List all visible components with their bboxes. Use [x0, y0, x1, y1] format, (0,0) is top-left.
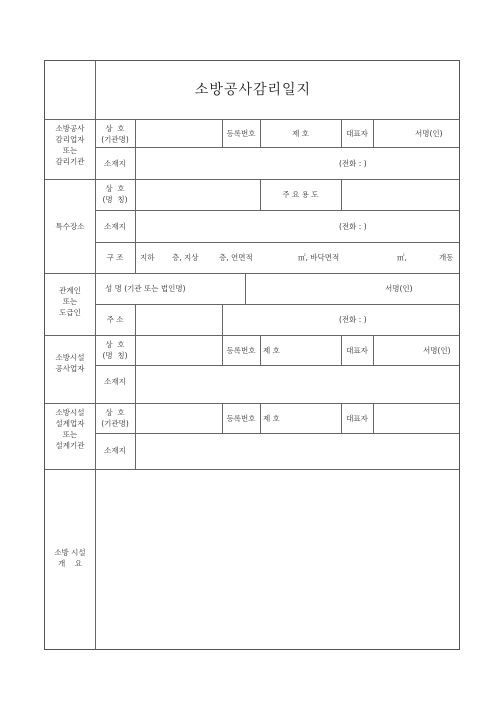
company-name-label: 상 호 (기관명)	[101, 124, 129, 144]
place-name-label: 상 호 (명 칭)	[102, 184, 128, 204]
reg-number-label: 등록번호	[226, 414, 256, 423]
signature-field[interactable]: 서명(인)	[385, 284, 413, 293]
reg-number-field[interactable]: 제 호	[292, 129, 309, 138]
phone-field[interactable]: (전화 : )	[339, 222, 367, 231]
divider	[95, 365, 459, 366]
main-use-label: 주 요 용 도	[282, 190, 319, 199]
company-name-label: 상 호 (기관명)	[101, 408, 129, 428]
structure-total-area: 층, 연면적	[219, 253, 253, 262]
reg-number-label: 등록번호	[226, 129, 256, 138]
divider	[245, 273, 246, 304]
divider	[373, 403, 374, 433]
structure-unit: ㎡,	[397, 253, 407, 262]
divider	[373, 335, 374, 365]
address-label: 소재지	[104, 222, 126, 231]
supervisor-section-label: 소방공사 감리업자 또는 감리기관	[55, 124, 85, 166]
divider	[45, 273, 459, 274]
structure-basement: 지하	[140, 253, 155, 262]
representative-label: 대표자	[346, 129, 368, 138]
divider	[260, 335, 261, 365]
structure-label: 구 조	[106, 253, 124, 262]
divider	[373, 119, 374, 147]
divider	[135, 304, 136, 335]
facility-overview-field[interactable]	[96, 470, 458, 648]
company-name-label: 상 호 (명 칭)	[102, 340, 128, 360]
facility-overview-label: 소방 시설 개 요	[54, 548, 86, 568]
form-title: 소방공사감리일지	[194, 82, 312, 98]
divider	[45, 179, 459, 180]
signature-field[interactable]: 서명(인)	[415, 129, 443, 138]
address-label: 소재지	[104, 446, 126, 455]
divider	[95, 210, 459, 211]
divider	[45, 119, 459, 120]
signature-field[interactable]: 서명(인)	[423, 346, 451, 355]
structure-floors: 층, 지상	[172, 253, 199, 262]
designer-section-label: 소방시설 설계업자 또는 설계기관	[55, 408, 85, 450]
divider	[95, 147, 459, 148]
divider	[341, 179, 342, 210]
representative-label: 대표자	[346, 346, 368, 355]
structure-buildings: 개동	[439, 253, 454, 262]
divider	[95, 242, 459, 243]
address-label: 소재지	[104, 159, 126, 168]
divider	[222, 304, 223, 335]
address-label: 주 소	[106, 315, 124, 324]
contractor-section-label: 소방시설 공사업자	[55, 353, 85, 373]
divider	[95, 304, 459, 305]
divider	[45, 403, 459, 404]
divider	[45, 335, 459, 336]
reg-number-field[interactable]: 제 호	[263, 414, 280, 423]
divider	[260, 403, 261, 433]
phone-field[interactable]: (전화 : )	[339, 159, 367, 168]
company-name-field[interactable]	[135, 119, 221, 147]
name-label: 성 명 (기관 또는 법인명)	[105, 284, 186, 293]
related-party-label: 관계인 또는 도급인	[59, 286, 81, 317]
address-label: 소재지	[104, 377, 126, 386]
representative-label: 대표자	[346, 414, 368, 423]
divider	[135, 335, 136, 403]
divider	[135, 179, 136, 273]
structure-floor-area: ㎡, 바닥면적	[298, 253, 340, 262]
reg-number-field[interactable]: 제 호	[263, 346, 280, 355]
supervision-log-form	[44, 60, 460, 650]
reg-number-label: 등록번호	[226, 346, 256, 355]
special-place-label: 특수장소	[55, 222, 85, 231]
divider	[95, 433, 459, 434]
divider	[135, 403, 136, 469]
phone-field[interactable]: (전화 : )	[339, 315, 367, 324]
